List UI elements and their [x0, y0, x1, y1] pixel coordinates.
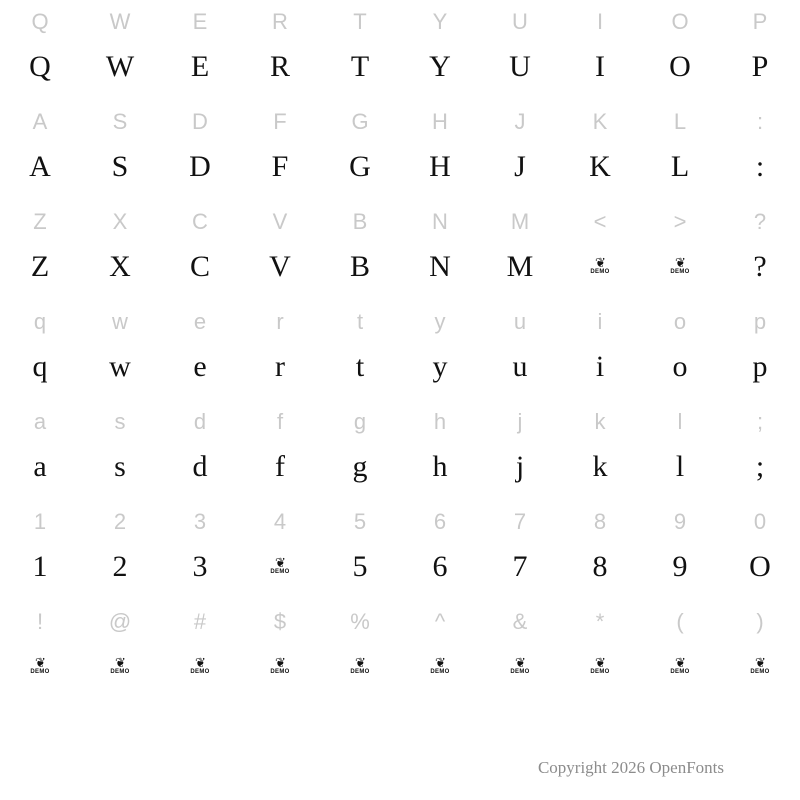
key-label: r — [276, 309, 284, 334]
demo-label: DEMO — [590, 668, 610, 675]
glyph-sample: Y — [429, 50, 451, 83]
demo-label: DEMO — [190, 668, 210, 675]
character-cell — [0, 300, 80, 400]
character-cell — [480, 400, 560, 500]
demo-watermark-icon — [430, 638, 449, 696]
character-cell — [480, 100, 560, 200]
glyph-sample: T — [350, 50, 370, 83]
key-label: l — [677, 409, 683, 434]
character-cell — [160, 100, 240, 200]
character-cell — [400, 500, 480, 600]
leaf-ornament-icon: ❦ — [355, 655, 365, 671]
leaf-ornament-icon: ❦ — [275, 655, 285, 671]
leaf-ornament-icon: ❦ — [595, 655, 605, 671]
demo-watermark-icon — [750, 638, 769, 696]
key-label: 2 — [113, 509, 127, 534]
character-cell — [320, 0, 400, 100]
glyph-sample: F — [271, 150, 289, 183]
key-label: * — [595, 609, 605, 634]
key-label: L — [673, 109, 687, 134]
key-label: ^ — [434, 609, 446, 634]
character-cell — [160, 0, 240, 100]
key-label: w — [112, 309, 128, 334]
demo-watermark-icon — [110, 638, 129, 696]
key-label: F — [273, 109, 287, 134]
glyph-sample: D — [189, 150, 211, 183]
key-label: B — [352, 209, 368, 234]
glyph-sample: G — [349, 150, 371, 183]
character-cell — [320, 100, 400, 200]
key-label: k — [594, 409, 606, 434]
character-cell — [80, 400, 160, 500]
character-cell — [640, 100, 720, 200]
glyph-sample: r — [275, 350, 285, 383]
character-cell — [160, 400, 240, 500]
character-cell — [720, 300, 800, 400]
character-cell — [560, 500, 640, 600]
character-cell — [720, 200, 800, 300]
leaf-ornament-icon: ❦ — [755, 655, 765, 671]
demo-label: DEMO — [670, 268, 690, 275]
character-cell — [480, 600, 560, 700]
glyph-sample: i — [595, 350, 605, 383]
glyph-sample: X — [109, 250, 131, 283]
key-label: q — [33, 309, 47, 334]
glyph-sample: d — [192, 450, 208, 483]
key-label: g — [353, 409, 367, 434]
glyph-sample: 8 — [592, 550, 608, 583]
glyph-sample: l — [675, 450, 685, 483]
character-cell — [720, 500, 800, 600]
character-cell — [400, 300, 480, 400]
glyph-sample: W — [105, 50, 135, 83]
demo-watermark-icon — [670, 638, 689, 696]
character-cell — [640, 500, 720, 600]
glyph-sample: a — [33, 450, 47, 483]
character-cell — [400, 0, 480, 100]
key-label: e — [193, 309, 207, 334]
character-cell — [80, 0, 160, 100]
leaf-ornament-icon: ❦ — [275, 555, 285, 571]
demo-watermark-icon — [190, 638, 209, 696]
leaf-ornament-icon: ❦ — [195, 655, 205, 671]
character-cell — [720, 600, 800, 700]
glyph-sample: ? — [753, 250, 767, 283]
demo-watermark-icon — [670, 238, 689, 296]
key-label: 8 — [593, 509, 607, 534]
character-cell — [80, 500, 160, 600]
character-cell — [160, 300, 240, 400]
character-cell — [560, 0, 640, 100]
key-label: $ — [273, 609, 287, 634]
demo-watermark-icon — [590, 638, 609, 696]
key-label: 3 — [193, 509, 207, 534]
key-label: E — [192, 9, 208, 34]
key-label: 9 — [673, 509, 687, 534]
demo-watermark-icon — [270, 538, 289, 596]
key-label: W — [109, 9, 131, 34]
key-label: M — [510, 209, 530, 234]
character-cell — [0, 500, 80, 600]
demo-watermark-icon — [270, 638, 289, 696]
leaf-ornament-icon: ❦ — [675, 655, 685, 671]
character-cell — [160, 200, 240, 300]
character-cell — [240, 100, 320, 200]
key-label: a — [33, 409, 47, 434]
character-cell — [160, 600, 240, 700]
key-label: X — [112, 209, 128, 234]
key-label: y — [434, 309, 446, 334]
character-cell — [240, 400, 320, 500]
character-cell — [320, 600, 400, 700]
key-label: N — [432, 209, 448, 234]
key-label: i — [597, 309, 603, 334]
glyph-sample: Q — [29, 50, 51, 83]
key-label: ; — [756, 409, 764, 434]
character-cell — [240, 0, 320, 100]
character-cell — [640, 200, 720, 300]
character-cell — [720, 0, 800, 100]
key-label: C — [192, 209, 208, 234]
glyph-sample: 9 — [672, 550, 688, 583]
key-label: G — [351, 109, 369, 134]
glyph-sample: 1 — [32, 550, 48, 583]
character-cell — [80, 200, 160, 300]
character-cell — [640, 300, 720, 400]
character-cell — [640, 400, 720, 500]
footer — [0, 758, 800, 778]
character-cell — [240, 600, 320, 700]
glyph-sample: R — [269, 50, 290, 83]
key-label: p — [753, 309, 767, 334]
copyright-text: Copyright 2026 OpenFonts — [537, 758, 724, 777]
character-cell — [0, 0, 80, 100]
key-label: t — [356, 309, 364, 334]
character-cell — [480, 0, 560, 100]
character-cell — [560, 600, 640, 700]
demo-label: DEMO — [270, 668, 290, 675]
demo-label: DEMO — [270, 568, 290, 575]
character-cell — [0, 100, 80, 200]
glyph-sample: N — [429, 250, 451, 283]
glyph-sample: 5 — [352, 550, 368, 583]
key-label: & — [512, 609, 528, 634]
character-cell — [160, 500, 240, 600]
demo-label: DEMO — [30, 668, 50, 675]
character-cell — [0, 600, 80, 700]
character-cell — [400, 600, 480, 700]
character-cell — [720, 100, 800, 200]
glyph-sample: B — [349, 250, 370, 283]
glyph-sample: t — [355, 350, 365, 383]
demo-watermark-icon — [30, 638, 49, 696]
demo-watermark-icon — [590, 238, 609, 296]
glyph-sample: H — [429, 150, 451, 183]
character-cell — [80, 100, 160, 200]
glyph-sample: C — [189, 250, 210, 283]
character-cell — [320, 200, 400, 300]
key-label: J — [514, 109, 526, 134]
key-label: K — [592, 109, 608, 134]
demo-label: DEMO — [350, 668, 370, 675]
glyph-sample: Z — [30, 250, 50, 283]
key-label: ! — [36, 609, 44, 634]
character-cell — [480, 500, 560, 600]
demo-label: DEMO — [510, 668, 530, 675]
character-cell — [240, 200, 320, 300]
key-label: 1 — [33, 509, 47, 534]
character-cell — [560, 300, 640, 400]
character-cell — [320, 400, 400, 500]
glyph-sample: ; — [755, 450, 765, 483]
glyph-sample: K — [589, 150, 611, 183]
key-label: % — [350, 609, 370, 634]
glyph-sample: q — [32, 350, 48, 383]
key-label: @ — [108, 609, 132, 634]
leaf-ornament-icon: ❦ — [515, 655, 525, 671]
key-label: : — [756, 109, 764, 134]
character-cell — [400, 200, 480, 300]
character-cell — [400, 100, 480, 200]
key-label: s — [114, 409, 126, 434]
key-label: P — [752, 9, 768, 34]
character-cell — [400, 400, 480, 500]
key-label: T — [353, 9, 367, 34]
key-label: H — [432, 109, 448, 134]
glyph-sample: 6 — [432, 550, 448, 583]
glyph-sample: j — [515, 450, 525, 483]
demo-watermark-icon — [510, 638, 529, 696]
glyph-sample: u — [512, 350, 528, 383]
character-cell — [720, 400, 800, 500]
character-cell — [240, 300, 320, 400]
key-label: S — [112, 109, 128, 134]
glyph-sample: 3 — [192, 550, 208, 583]
key-label: 5 — [353, 509, 367, 534]
key-label: D — [192, 109, 208, 134]
character-cell — [480, 200, 560, 300]
key-label: A — [32, 109, 48, 134]
key-label: 0 — [753, 509, 767, 534]
glyph-sample: A — [29, 150, 51, 183]
glyph-sample: g — [352, 450, 368, 483]
key-label: > — [673, 209, 687, 234]
key-label: Y — [432, 9, 448, 34]
glyph-sample: s — [114, 450, 126, 483]
glyph-sample: S — [111, 150, 129, 183]
demo-watermark-icon — [350, 638, 369, 696]
demo-label: DEMO — [430, 668, 450, 675]
key-label: Z — [33, 209, 47, 234]
key-label: u — [513, 309, 527, 334]
key-label: ) — [756, 609, 764, 634]
glyph-sample: L — [670, 150, 690, 183]
glyph-sample: U — [509, 50, 531, 83]
glyph-sample: h — [432, 450, 448, 483]
glyph-sample: O — [669, 50, 691, 83]
character-cell — [480, 300, 560, 400]
key-label: f — [276, 409, 284, 434]
leaf-ornament-icon: ❦ — [115, 655, 125, 671]
glyph-sample: p — [752, 350, 768, 383]
character-cell — [320, 300, 400, 400]
key-label: h — [433, 409, 447, 434]
glyph-sample: I — [595, 50, 605, 83]
character-cell — [640, 0, 720, 100]
key-label: I — [596, 9, 604, 34]
key-label: 4 — [273, 509, 287, 534]
glyph-sample: w — [109, 350, 131, 383]
character-cell — [560, 200, 640, 300]
character-cell — [80, 600, 160, 700]
glyph-sample: O — [749, 550, 771, 583]
glyph-sample: 7 — [512, 550, 528, 583]
glyph-sample: E — [190, 50, 210, 83]
glyph-sample: e — [193, 350, 207, 383]
glyph-sample: : — [755, 150, 765, 183]
key-label: d — [193, 409, 207, 434]
demo-label: DEMO — [750, 668, 770, 675]
glyph-sample: y — [432, 350, 448, 383]
character-cell — [80, 300, 160, 400]
demo-label: DEMO — [110, 668, 130, 675]
leaf-ornament-icon: ❦ — [35, 655, 45, 671]
key-label: V — [272, 209, 288, 234]
glyph-sample: M — [506, 250, 534, 283]
glyph-sample: 2 — [112, 550, 128, 583]
key-label: # — [193, 609, 207, 634]
demo-label: DEMO — [670, 668, 690, 675]
leaf-ornament-icon: ❦ — [675, 255, 685, 271]
key-label: ( — [676, 609, 684, 634]
glyph-sample: k — [592, 450, 608, 483]
leaf-ornament-icon: ❦ — [435, 655, 445, 671]
leaf-ornament-icon: ❦ — [595, 255, 605, 271]
key-label: 6 — [433, 509, 447, 534]
key-label: O — [671, 9, 689, 34]
character-cell — [320, 500, 400, 600]
glyph-sample: P — [751, 50, 769, 83]
demo-label: DEMO — [590, 268, 610, 275]
key-label: R — [272, 9, 288, 34]
character-cell — [560, 100, 640, 200]
glyph-sample: o — [672, 350, 688, 383]
character-cell — [640, 600, 720, 700]
character-cell — [240, 500, 320, 600]
key-label: U — [512, 9, 528, 34]
character-cell — [0, 400, 80, 500]
glyph-sample: J — [514, 150, 526, 183]
key-label: < — [593, 209, 607, 234]
character-cell — [560, 400, 640, 500]
character-cell — [0, 200, 80, 300]
key-label: j — [517, 409, 523, 434]
key-label: Q — [31, 9, 49, 34]
glyph-sample: f — [275, 450, 285, 483]
key-label: 7 — [513, 509, 527, 534]
key-label: ? — [753, 209, 767, 234]
glyph-sample: V — [269, 250, 291, 283]
key-label: o — [673, 309, 687, 334]
